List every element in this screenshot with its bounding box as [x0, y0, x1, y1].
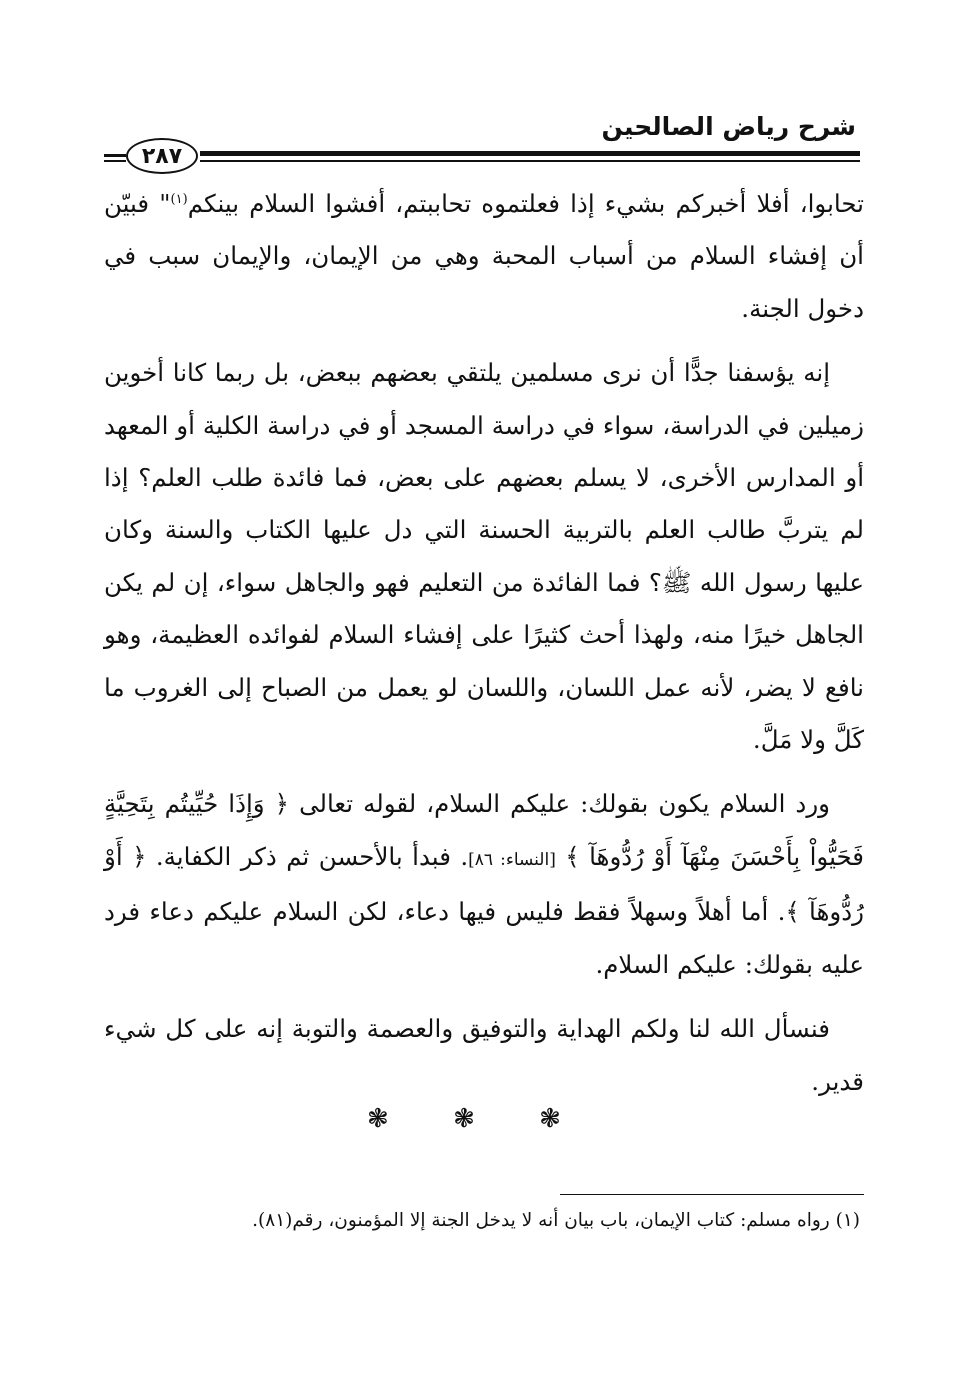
footnote-marker: (١) [170, 191, 188, 207]
header-rule-thin [200, 160, 860, 162]
quran-verse: ﴿ وَإِذَا حُيِّيتُم بِتَحِيَّةٍ فَحَيُّواْ بِأَحْسَنَ مِنْهَآ أَوْ رُدُّوهَآ ﴾ [104, 789, 864, 871]
quran-verse-2: ﴿ أَوْ رُدُّوهَآ ﴾ [104, 841, 864, 927]
footnote-divider [560, 1194, 864, 1195]
header-rule-short [104, 160, 126, 162]
paragraph-4: فنسأل الله لنا ولكم الهداية والتوفيق والعصمة والتوبة إنه على كل شيء قدير. [104, 1014, 864, 1096]
paragraph-3-text-end: . أما أهلاً وسهلاً فقط فليس فيها دعاء، لكن السلام عليكم دعاء فرد عليه بقولك: عليكم السلام. [104, 897, 864, 979]
verse-reference: [النساء: ٨٦] [468, 849, 556, 870]
main-text [104, 178, 864, 1108]
page-number: ٢٨٧ [126, 138, 198, 174]
header-rule-short [104, 154, 126, 157]
paragraph-1-text-cont: " فبيّن أن إفشاء السلام من أسباب المحبة وهي من الإيمان، والإيمان سبب في دخول الجنة. [104, 189, 864, 323]
header-rule-thick [200, 151, 860, 156]
paragraph-3-text: ورد السلام يكون بقولك: عليكم السلام، لقوله تعالى [289, 789, 830, 819]
paragraph-1-text: تحابوا، أفلا أخبركم بشيء إذا فعلتموه تحاببتم، أفشوا السلام بينكم [187, 189, 864, 218]
paragraph-3 [104, 778, 864, 991]
paragraph-2: إنه يؤسفنا جدًّا أن نرى مسلمين يلتقي بعضهم ببعض، بل ربما كانا أخوين زميلين في الدراسة، سواء في دراسة المسجد أو في دراسة الكلية أو المعهد أو المدارس الأخرى، لا يسلم بعضهم على بعض، فما فائدة طلب العلم؟ إذا لم يتربَّ طالب العلم بالتربية الحسنة التي دل عليها الكتاب والسنة وكان عليها رسول الله ﷺ؟ فما الفائدة من التعليم فهو والجاهل سواء، إن لم يكن الجاهل خيرًا منه، ولهذا أحث كثيرًا على إفشاء السلام لفوائده العظيمة، وهو نافع لا يضر، لأنه عمل اللسان، واللسان لو يعمل من الصباح إلى الغروب ما كَلَّ ولا مَلَّ. [104, 358, 864, 755]
running-header-title: شرح رياض الصالحين [601, 112, 856, 141]
paragraph-3-text-cont: . فبدأ بالأحسن ثم ذكر الكفاية. [146, 841, 469, 871]
paragraph-1 [104, 178, 864, 335]
footnote: (١) رواه مسلم: كتاب الإيمان، باب بيان أنه لا يدخل الجنة إلا المؤمنون، رقم(٨١). [252, 1210, 860, 1231]
section-separator: ❃ ❃ ❃ [367, 1104, 589, 1134]
